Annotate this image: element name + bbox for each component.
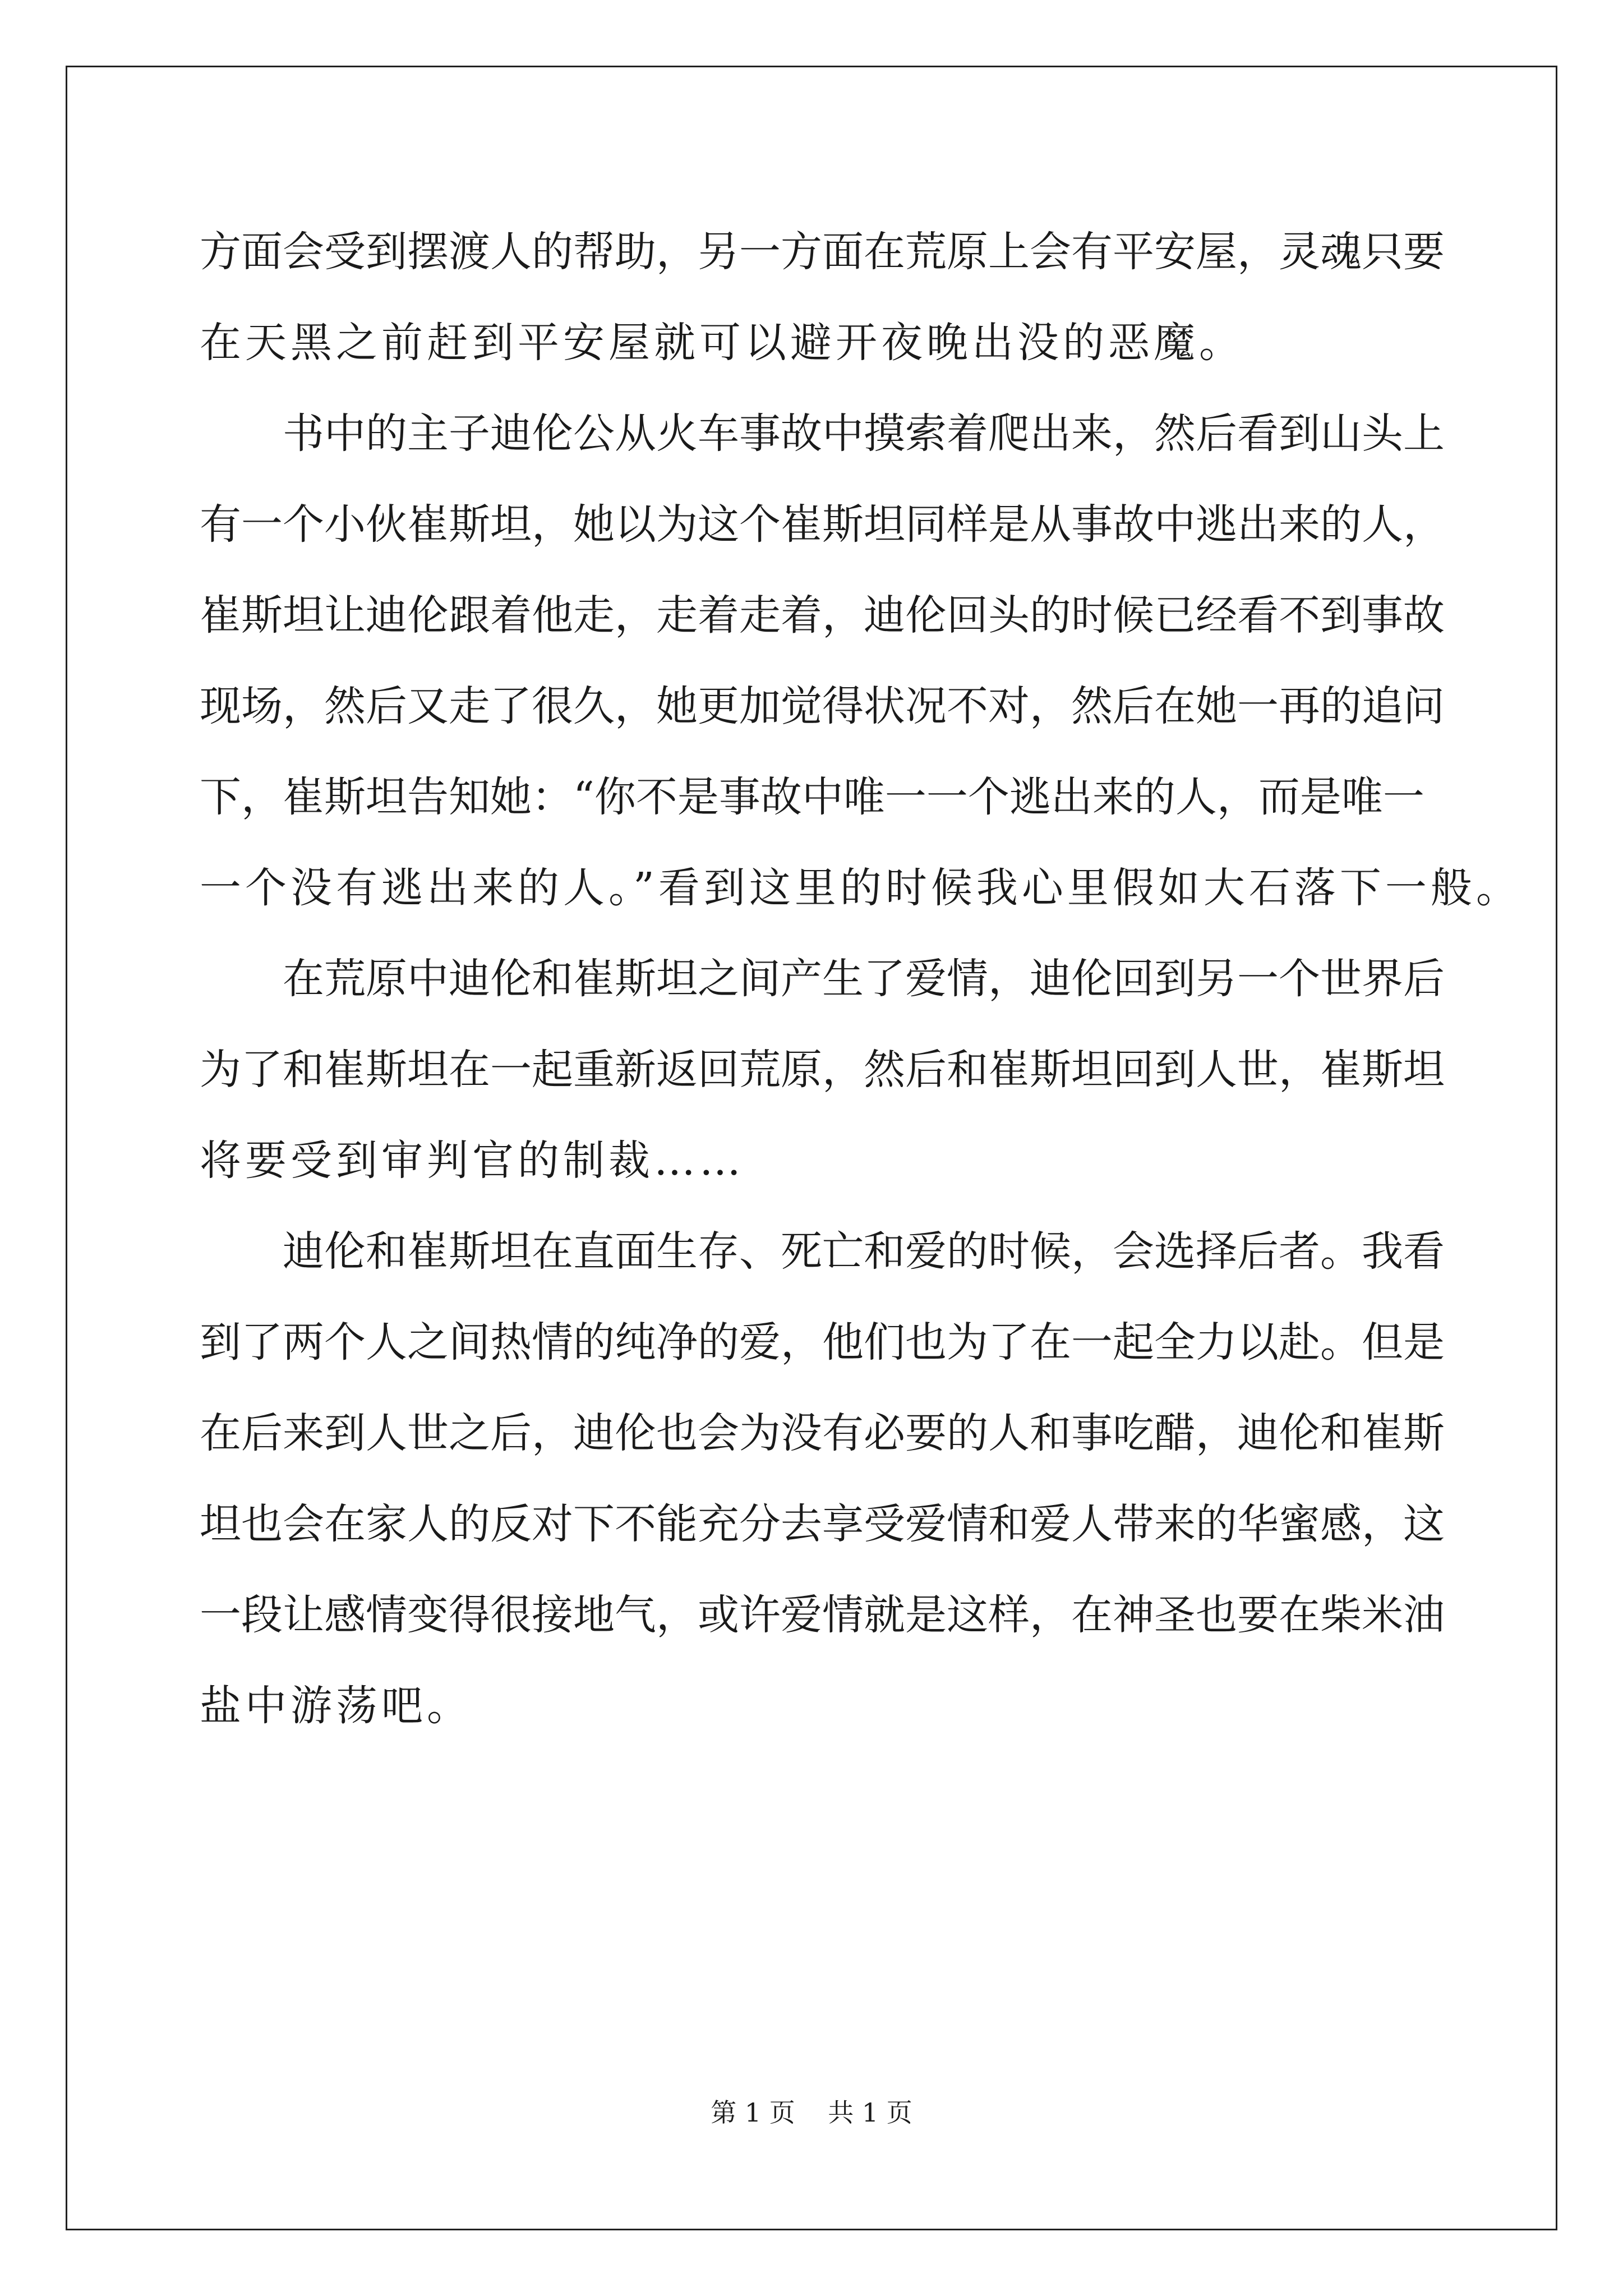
paragraph-first-line: 迪伦和崔斯坦在直面生存、死亡和爱的时候，会选择后者。我看 [283, 1227, 1445, 1276]
text-line: 为了和崔斯坦在一起重新返回荒原，然后和崔斯坦回到人世，崔斯坦 [200, 1046, 1445, 1094]
text-line: 一个没有逃出来的人。”看到这里的时候我心里假如大石落下一般。 [200, 864, 1521, 912]
text-line: 将要受到审判官的制裁…… [200, 1137, 745, 1185]
text-line: 下，崔斯坦告知她：“你不是事故中唯一一个逃出来的人，而是唯一 [200, 773, 1424, 821]
text-line: 在后来到人世之后，迪伦也会为没有必要的人和事吃醋，迪伦和崔斯 [200, 1409, 1445, 1457]
page-number-footer: 第 1 页 共 1 页 [711, 2097, 912, 2128]
text-line: 在天黑之前赶到平安屋就可以避开夜晚出没的恶魔。 [200, 319, 1244, 367]
paragraph-first-line: 在荒原中迪伦和崔斯坦之间产生了爱情，迪伦回到另一个世界后 [283, 955, 1445, 1003]
text-line: 有一个小伙崔斯坦，她以为这个崔斯坦同样是从事故中逃出来的人， [200, 500, 1445, 549]
document-body [200, 206, 1521, 1751]
text-line: 方面会受到摆渡人的帮助，另一方面在荒原上会有平安屋，灵魂只要 [200, 228, 1445, 276]
text-line: 坦也会在家人的反对下不能充分去享受爱情和爱人带来的华蜜感，这 [200, 1500, 1445, 1548]
paragraph-first-line: 书中的主子迪伦公从火车事故中摸索着爬出来，然后看到山头上 [283, 409, 1445, 458]
text-line: 一段让感情变得很接地气，或许爱情就是这样，在神圣也要在柴米油 [200, 1591, 1445, 1639]
text-line: 崔斯坦让迪伦跟着他走，走着走着，迪伦回头的时候已经看不到事故 [200, 591, 1445, 639]
text-line: 盐中游荡吧。 [200, 1682, 472, 1730]
text-line: 现场，然后又走了很久，她更加觉得状况不对，然后在她一再的追问 [200, 682, 1445, 730]
text-line: 到了两个人之间热情的纯净的爱，他们也为了在一起全力以赴。但是 [200, 1318, 1445, 1366]
